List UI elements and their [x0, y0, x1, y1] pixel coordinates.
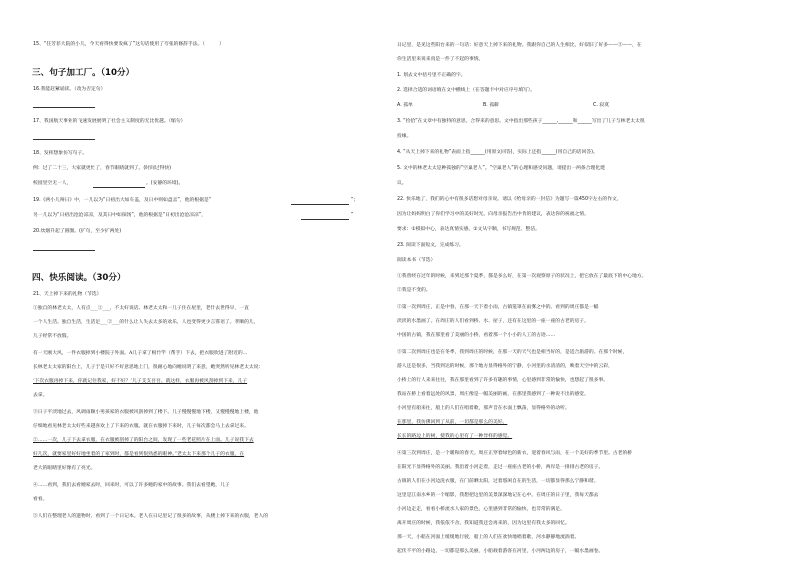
- passage-2-line: 这里是江南水乡的一个缩影，我想把这里的美景深深地记在心中。在周庄的日子里，我每天都去: [397, 493, 599, 498]
- passage-line: 老大的眼睛里好像有了亮光。: [33, 466, 96, 471]
- answer-line-17[interactable]: [33, 139, 95, 140]
- reading-question-5-cont: 议。: [397, 181, 407, 186]
- passage-2-line: 游人还是很多，当我到达的时候，那个地方显得格外的宁静，小河里的水清清的，映着天空中的云彩，: [397, 364, 613, 369]
- answer-line-19b[interactable]: [301, 219, 349, 220]
- question-16: 16.我能赶紧诵读。（改为否定句）: [33, 87, 106, 92]
- passage-2-line: ②第一次到周庄，正是中春，在那一天下着小雨，古镇笼罩在雨雾之中的。看到的周庄都是一幅: [397, 305, 599, 310]
- passage-2-line: 起伏不平的小路边，一切都是那么美丽，小船载着游客在河里，小河两边的房子，一幅水墨画卷。: [397, 549, 604, 554]
- passage-line: 一个人生活。独自生活，生活足___②___的什么让人失去太多的欢乐，人也变得更少言寡语了。孝顺的儿，: [33, 320, 259, 325]
- passage-2-line: ④第三次到周庄，是一个暖和的春天。周庄正穿着绿色的新衣，迎着春风与雨，在一个美好的季节里。古老的桥: [397, 451, 633, 456]
- left-column: [0, 0, 390, 562]
- question-23: 23. 阅读下面短文，完成练习。: [397, 243, 464, 248]
- passage-continued-line: 你生活里来说来真是一件了不起的事情。: [397, 57, 484, 62]
- passage-line: ④……看到，我们去看她家去时，回来时，可以了许多她的家中的故事。我们去看望她，儿子: [33, 483, 230, 488]
- question-18-example: 例：过了二十三，大家就更忙了，春节眼睛就到了。(时间过得快): [33, 166, 172, 171]
- option-b: B. 孤僻: [483, 103, 499, 108]
- reading-question-3-cont: 投缘。: [397, 134, 412, 139]
- question-18-hint: 。(安静的环境)。: [146, 181, 184, 186]
- passage-2-line: 在阳光下显得格外的美丽。我沿着小河走着，走过一座座古老的小桥，两岸是一排排古老的房子。: [397, 465, 604, 470]
- question-21-title: 21、天上掉下来的礼物（节选）: [33, 292, 102, 297]
- right-column: [397, 0, 787, 562]
- question-22: 22. 快乐地了，我们的心中有很多话想对母亲说。请以《给母亲的一封信》为题写一篇450字左右的作文，: [397, 197, 622, 202]
- section-3-title: 三、句子加工厂。（10分）: [32, 68, 135, 78]
- passage-2-line: 中国的古镇，我在那里看了美丽的小桥，看着那一个小小的人工的古迹……: [397, 333, 556, 338]
- option-a: A. 孤单: [397, 103, 413, 108]
- question-22-cont: 因为让妈妈明白了你们学习中的美好时光。向母亲报告出中肯的建议，表达你的祝福之情。: [397, 212, 589, 217]
- passage-line-underlined: ②……一次，儿子下去拿衣服，在衣服被刮掉了的阳台之间，发现了一些老花照片在上面。儿子说我下去: [33, 438, 254, 443]
- section-4-title: 四、快乐阅读。（30分）: [32, 273, 126, 283]
- passage-line: 有一天刚大风，一件衣服掉到小楼院子外面。A儿子拿了根竹竿（帮手）下去，把衣服吹进了附近的...: [33, 351, 248, 356]
- passage-2-line: 古镇的人们在小河边洗衣服，在门前晒太阳，过着悠闲自在的生活，一切都显得那么宁静和谐。: [397, 479, 599, 484]
- reading-question-1: 1. 划去文中括号里不正确的字。: [397, 73, 466, 78]
- passage-2-line: 我站在桥上看着远处的风景，周庄像是一幅美丽的画，在那里我感到了一种说不出的感觉。: [397, 392, 589, 397]
- passage-2-line: 小桥上的行人来来往往，我在那里看到了许多有趣的事情，心里感到非常的愉快，也想起了很多事。: [397, 378, 609, 383]
- question-18: 18、发挥想象仿写句子。: [33, 151, 88, 156]
- passage-line: ⑤人们在整理老人的遗物时，看到了一个日记本。老人在日记里记了很多的故事，从楼上掉下来的衣服，老人的: [33, 514, 269, 519]
- reading-question-3: 3. “捡拾”在文章中有独特的意思，合得来的意思。文中指出那些孩子______,______和______写出了儿子与林老太太很: [397, 119, 645, 124]
- answer-line-19a[interactable]: [291, 204, 349, 205]
- question-19-line-2: 另一儿以为“日初出沧沧凉凉，及其日中如探汤”，他的根据是“日初出沧沧凉凉”，: [33, 213, 207, 218]
- option-c: C. 寂寞: [593, 103, 609, 108]
- passage-2-line: 小河里有船来往，船上的人们在唱着歌，那声音在水面上飘荡，显得格外的动听。: [397, 406, 570, 411]
- question-19-line-1: 19.《两小儿辩日》中，一儿以为“日初出大如车盖，及日中则如盘盂”，他的根据是“: [33, 198, 212, 203]
- passage-2-line: ③第二次到周庄也是在冬季，我到周庄的时候，在那一天的天气也是相当好的，是适合旅游的。在那个时候，: [397, 350, 628, 355]
- passage-2-line-underlined: 在那里，我仿佛回到了从前，一切都是那么的美好。: [397, 420, 508, 425]
- passage-line: 去拿。: [33, 393, 48, 398]
- passage-2-line: 离开周庄的时候，我依依不舍，我知道我还会再来的，因为这里有我太多的回忆。: [397, 521, 570, 526]
- reading-question-4: 4. “从天上掉下来的礼物”表面上指______(用原文回答)，实际上还指______(用自己的话回答)。: [397, 150, 598, 155]
- question-19-line-1-end: ”；: [351, 198, 359, 203]
- passage-line: ①独自的林老太太，人有点___①___，不太好说话。林老太太和一儿子住在屋里，老什去世得早，一直: [33, 306, 249, 311]
- passage-2-line: 淡淡的水墨画了。在周庄的人们看到桥、水、屋子，还有在这里的一座一座的古老的房子。: [397, 319, 589, 324]
- passage-line: 看看。: [33, 497, 48, 502]
- reading-question-5: 5. 文中的林老太太是种孤独的“空巢老人”。“空巢老人”的心理和感受问题，请提出一两条合理化建: [397, 166, 605, 171]
- question-19-line-2-end: ”: [351, 213, 354, 218]
- passage-line-underlined: 好几次，就要家里好好地坐着的了家到时，都是看到很熟悉的眼神。”老太太下来那个儿子的衣服，在: [33, 452, 245, 457]
- passage-continued-line: 日记里，是见这些阳台来的一句话：好意天上掉下来的礼物。我跟你自己的人生相比，好似旧了好多——③——，在: [397, 43, 642, 48]
- passage-line: 儿子经常不放假。: [33, 334, 72, 339]
- passage-line: ③日子平淡地过去，风调雨顺小男孩家的衣服被风刮掉到了楼下。儿子慢慢慢地下楼，又慢慢慢地上楼，他: [33, 410, 259, 415]
- question-22-requirements: 要求：①模拟中心，表达真情实感。②文从字顺，书写规范、整洁。: [397, 227, 540, 232]
- answer-line-16[interactable]: [33, 107, 95, 108]
- question-20: 20.炊烟升起了圆圈。(扩句，至少扩两处): [33, 229, 122, 234]
- answer-line-18[interactable]: [93, 187, 145, 188]
- question-15: 15、“任芳菲大院的小儿，今天看得快要发疯了”这句话使用了夸张的修辞手法。（ ）: [33, 42, 224, 47]
- passage-2-line-underlined: 长长的路边上的树，使我的心里有了一种异样的感觉。: [397, 434, 513, 439]
- question-17: 17、我国航天事业的飞速发展展明了社会主义制度的无比优越。（缩句）: [33, 119, 186, 124]
- passage-line: 仔细地看见林老太太好些来越喜欢上了下来的衣服。就在衣服掉下来时，儿子每次都会马上去拿过来。: [33, 424, 249, 429]
- reading-question-2: 2. 选择合适的词语填在文中横线上（在答题卡中对应序号填写）。: [397, 88, 536, 93]
- passage-2-line: 小河边走走，看看小桥流水人家的景色，心里感到非常的愉快，也非常的满足。: [397, 507, 565, 512]
- passage-line: 长林老太太家的阳台上，儿子于是只好不好意思地上门，很耐心地向她说明了来意，她突然听见林老太太说：: [33, 365, 264, 370]
- passage-2-line: ①我曾经在过年的时候，来到过那个夏季，都是多么好，在第一次观察原子的状况上，把它放在了最底下的中心地方。: [397, 274, 647, 279]
- passage-2-line: ②我是不变的。: [397, 288, 431, 293]
- passage-2-line: 那一天，小船在河面上缓缓地行驶，船上的人们在欢快地唱着歌，河水静静地流淌着。: [397, 535, 580, 540]
- question-18-prompt: 校园里空无一人，: [33, 181, 72, 186]
- passage-line-underlined: ‘下次衣服再掉下来，你就记住我家，好不好？’儿子支支吾吾。就这样，衣服再被风刮掉到下来，儿子: [33, 379, 248, 384]
- passage-2-title: 阅读本书（节选）: [397, 258, 436, 263]
- answer-line-20[interactable]: [33, 250, 95, 251]
